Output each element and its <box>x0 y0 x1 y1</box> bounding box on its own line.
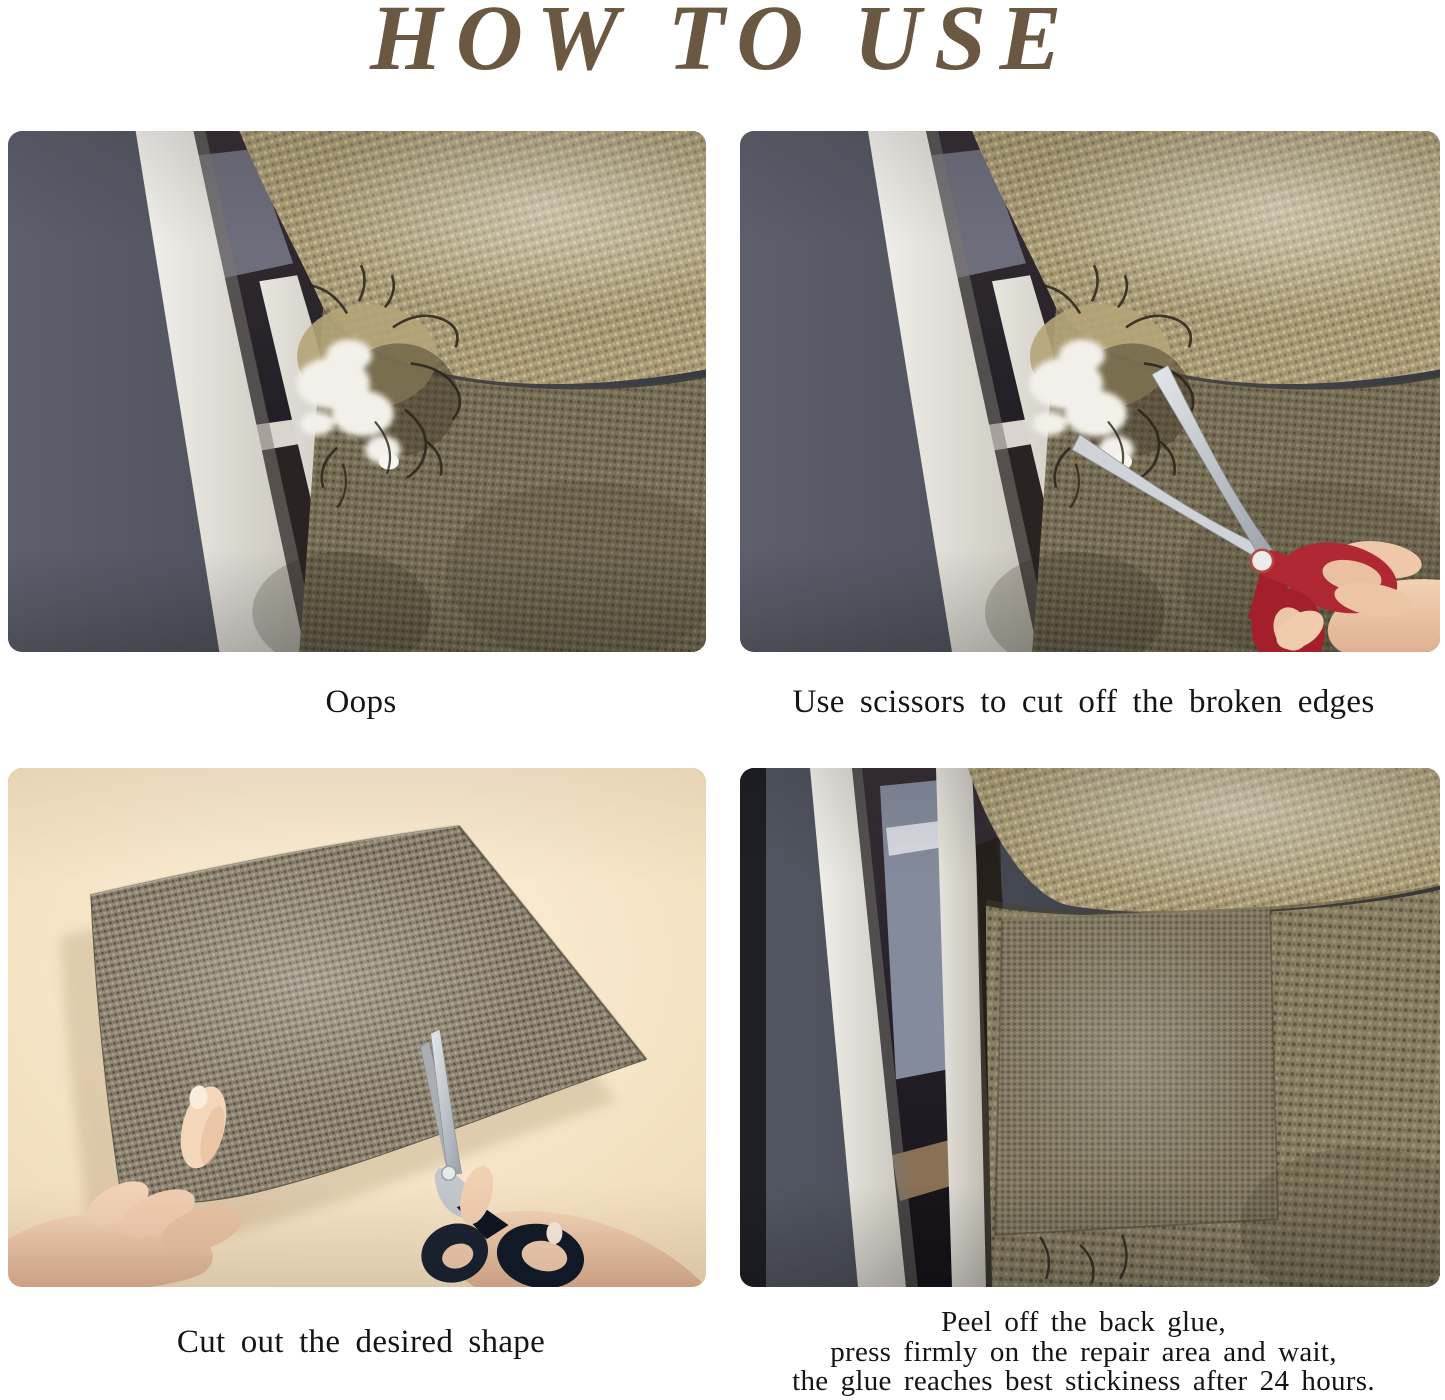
damaged-couch-photo <box>8 131 706 652</box>
step-4-caption-line-1: Peel off the back glue, <box>941 1306 1226 1338</box>
photo-step-1-damaged-couch <box>8 131 706 652</box>
cut-patch-photo <box>8 768 706 1287</box>
step-2-caption: Use scissors to cut off the broken edges <box>792 684 1375 720</box>
page-title: HOW TO USE <box>369 0 1076 90</box>
step-4-caption <box>722 1308 1445 1397</box>
step-4-caption-line-3: the glue reaches best stickiness after 24 hours. <box>792 1365 1375 1398</box>
photo-step-3-cut-patch <box>8 768 706 1287</box>
step-3-caption: Cut out the desired shape <box>176 1324 546 1360</box>
step-1-caption: Oops <box>325 684 397 720</box>
step-4-caption-line-2: press firmly on the repair area and wait, <box>830 1335 1337 1368</box>
photo-step-4-patch-applied <box>740 768 1440 1287</box>
scissors-trim-photo <box>740 131 1440 652</box>
photo-step-2-scissors-trim <box>740 131 1440 652</box>
patch-applied-photo <box>740 768 1440 1287</box>
